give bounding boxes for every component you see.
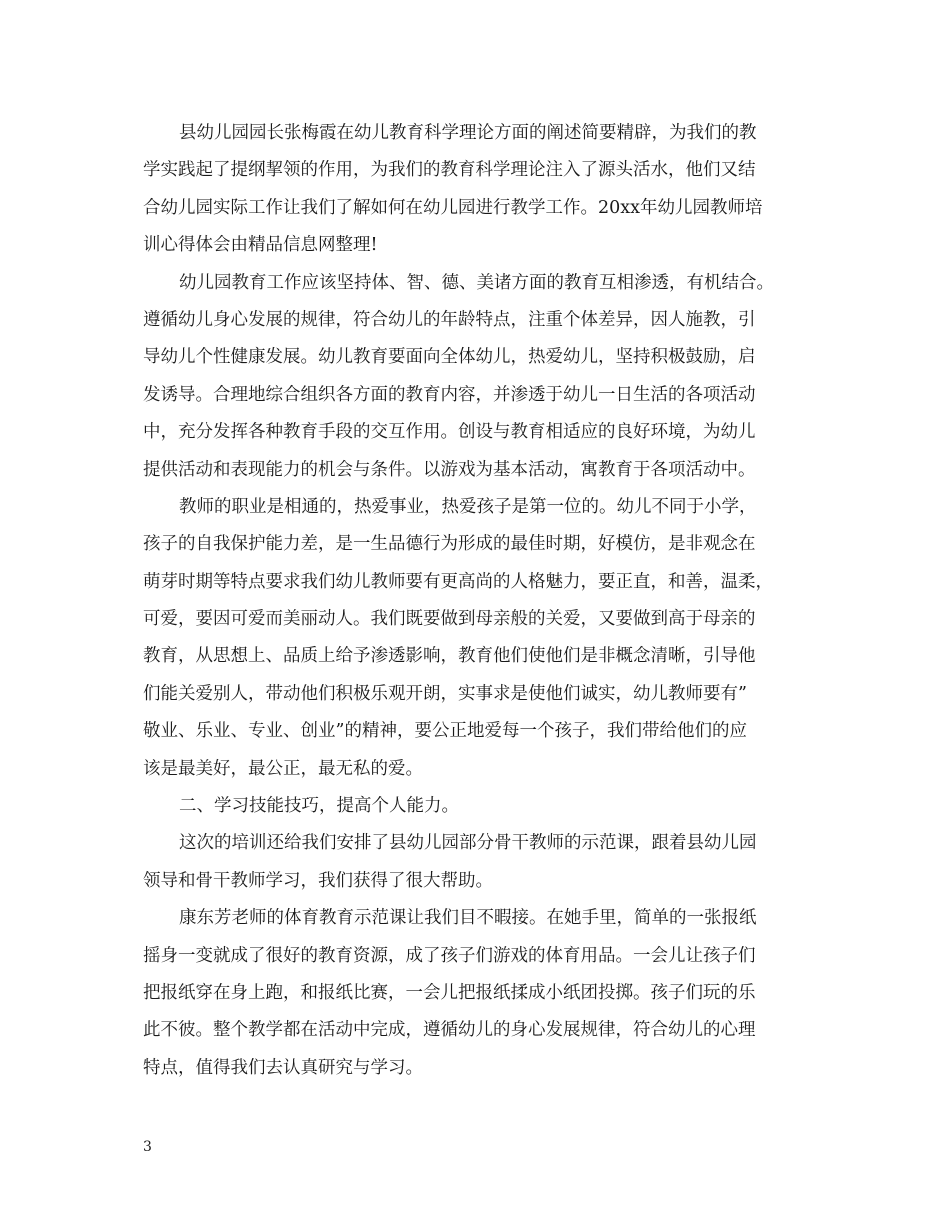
text-line: 萌芽时期等特点要求我们幼儿教师要有更高尚的人格魅力，要正直，和善，温柔， — [143, 571, 773, 592]
text-line: 导幼儿个性健康发展。幼儿教育要面向全体幼儿，热爱幼儿，坚持积极鼓励，启 — [143, 347, 756, 368]
text-line: 教育，从思想上、品质上给予渗透影响，教育他们使他们是非概念清晰，引导他 — [143, 646, 756, 667]
text-line: 特点，值得我们去认真研究与学习。 — [143, 1057, 423, 1078]
text-line: 教师的职业是相通的，热爱事业，热爱孩子是第一位的。幼儿不同于小学， — [179, 496, 757, 517]
text-line: 们能关爱别人，带动他们积极乐观开朗，实事求是使他们诚实，幼儿教师要有” — [143, 683, 747, 704]
text-line: 遵循幼儿身心发展的规律，符合幼儿的年龄特点，注重个体差异，因人施教，引 — [143, 309, 756, 330]
text-line: 县幼儿园园长张梅霞在幼儿教育科学理论方面的阐述简要精辟，为我们的教 — [179, 123, 757, 143]
text-line: 提供活动和表现能力的机会与条件。以游戏为基本活动，寓教育于各项活动中。 — [143, 459, 756, 480]
text-line: 幼儿园教育工作应该坚持体、智、德、美诸方面的教育互相渗透，有机结合。 — [179, 272, 774, 293]
text-line: 可爱，要因可爱而美丽动人。我们既要做到母亲般的关爱，又要做到高于母亲的 — [143, 609, 756, 630]
text-line: 把报纸穿在身上跑，和报纸比赛，一会儿把报纸揉成小纸团投掷。孩子们玩的乐 — [143, 982, 756, 1003]
text-line: 训心得体会由精品信息网整理! — [143, 235, 378, 256]
text-line: 摇身一变就成了很好的教育资源，成了孩子们游戏的体育用品。一会儿让孩子们 — [143, 945, 756, 966]
text-line: 康东芳老师的体育教育示范课让我们目不暇接。在她手里，简单的一张报纸 — [179, 908, 757, 929]
text-line: 孩子的自我保护能力差，是一生品德行为形成的最佳时期，好模仿，是非观念在 — [143, 534, 756, 555]
text-line: 领导和骨干教师学习，我们获得了很大帮助。 — [143, 870, 493, 891]
text-line: 二、学习技能技巧，提高个人能力。 — [179, 796, 459, 817]
text-line: 这次的培训还给我们安排了县幼儿园部分骨干教师的示范课，跟着县幼儿园 — [179, 833, 757, 854]
text-line: 该是最美好，最公正，最无私的爱。 — [143, 758, 423, 779]
text-line: 中，充分发挥各种教育手段的交互作用。创设与教育相适应的良好环境，为幼儿 — [143, 422, 756, 443]
text-line: 此不彼。整个教学都在活动中完成，遵循幼儿的身心发展规律，符合幼儿的心理 — [143, 1020, 756, 1041]
page-number: 3 — [143, 1139, 152, 1155]
text-line: 合幼儿园实际工作让我们了解如何在幼儿园进行教学工作。20xx年幼儿园教师培 — [143, 197, 763, 218]
body-text — [143, 115, 808, 1087]
text-line: 学实践起了提纲挈领的作用，为我们的教育科学理论注入了源头活水，他们又结 — [143, 160, 756, 181]
text-line: 发诱导。合理地综合组织各方面的教育内容，并渗透于幼儿一日生活的各项活动 — [143, 384, 756, 405]
text-line: 敬业、乐业、专业、创业”的精神，要公正地爱每一个孩子，我们带给他们的应 — [143, 721, 747, 742]
